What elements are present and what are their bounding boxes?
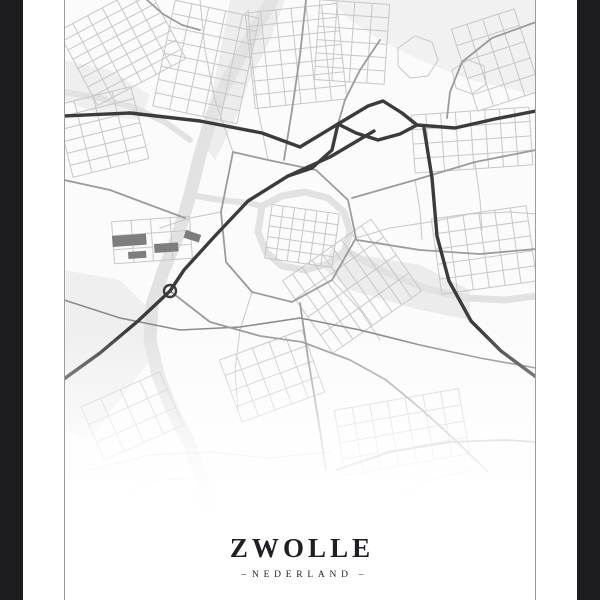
frame-left-bar [0, 0, 23, 600]
subtitle-text: NEDERLAND [251, 570, 353, 580]
map-bottom-fade [65, 330, 535, 520]
poster-title: ZWOLLE [229, 533, 375, 563]
poster-caption [65, 533, 535, 581]
frame-right-bar [577, 0, 600, 600]
subtitle-dash-left: – [241, 570, 246, 580]
poster-subtitle [65, 569, 535, 581]
paper-edge-right [535, 0, 536, 600]
subtitle-dash-right: – [358, 570, 364, 580]
